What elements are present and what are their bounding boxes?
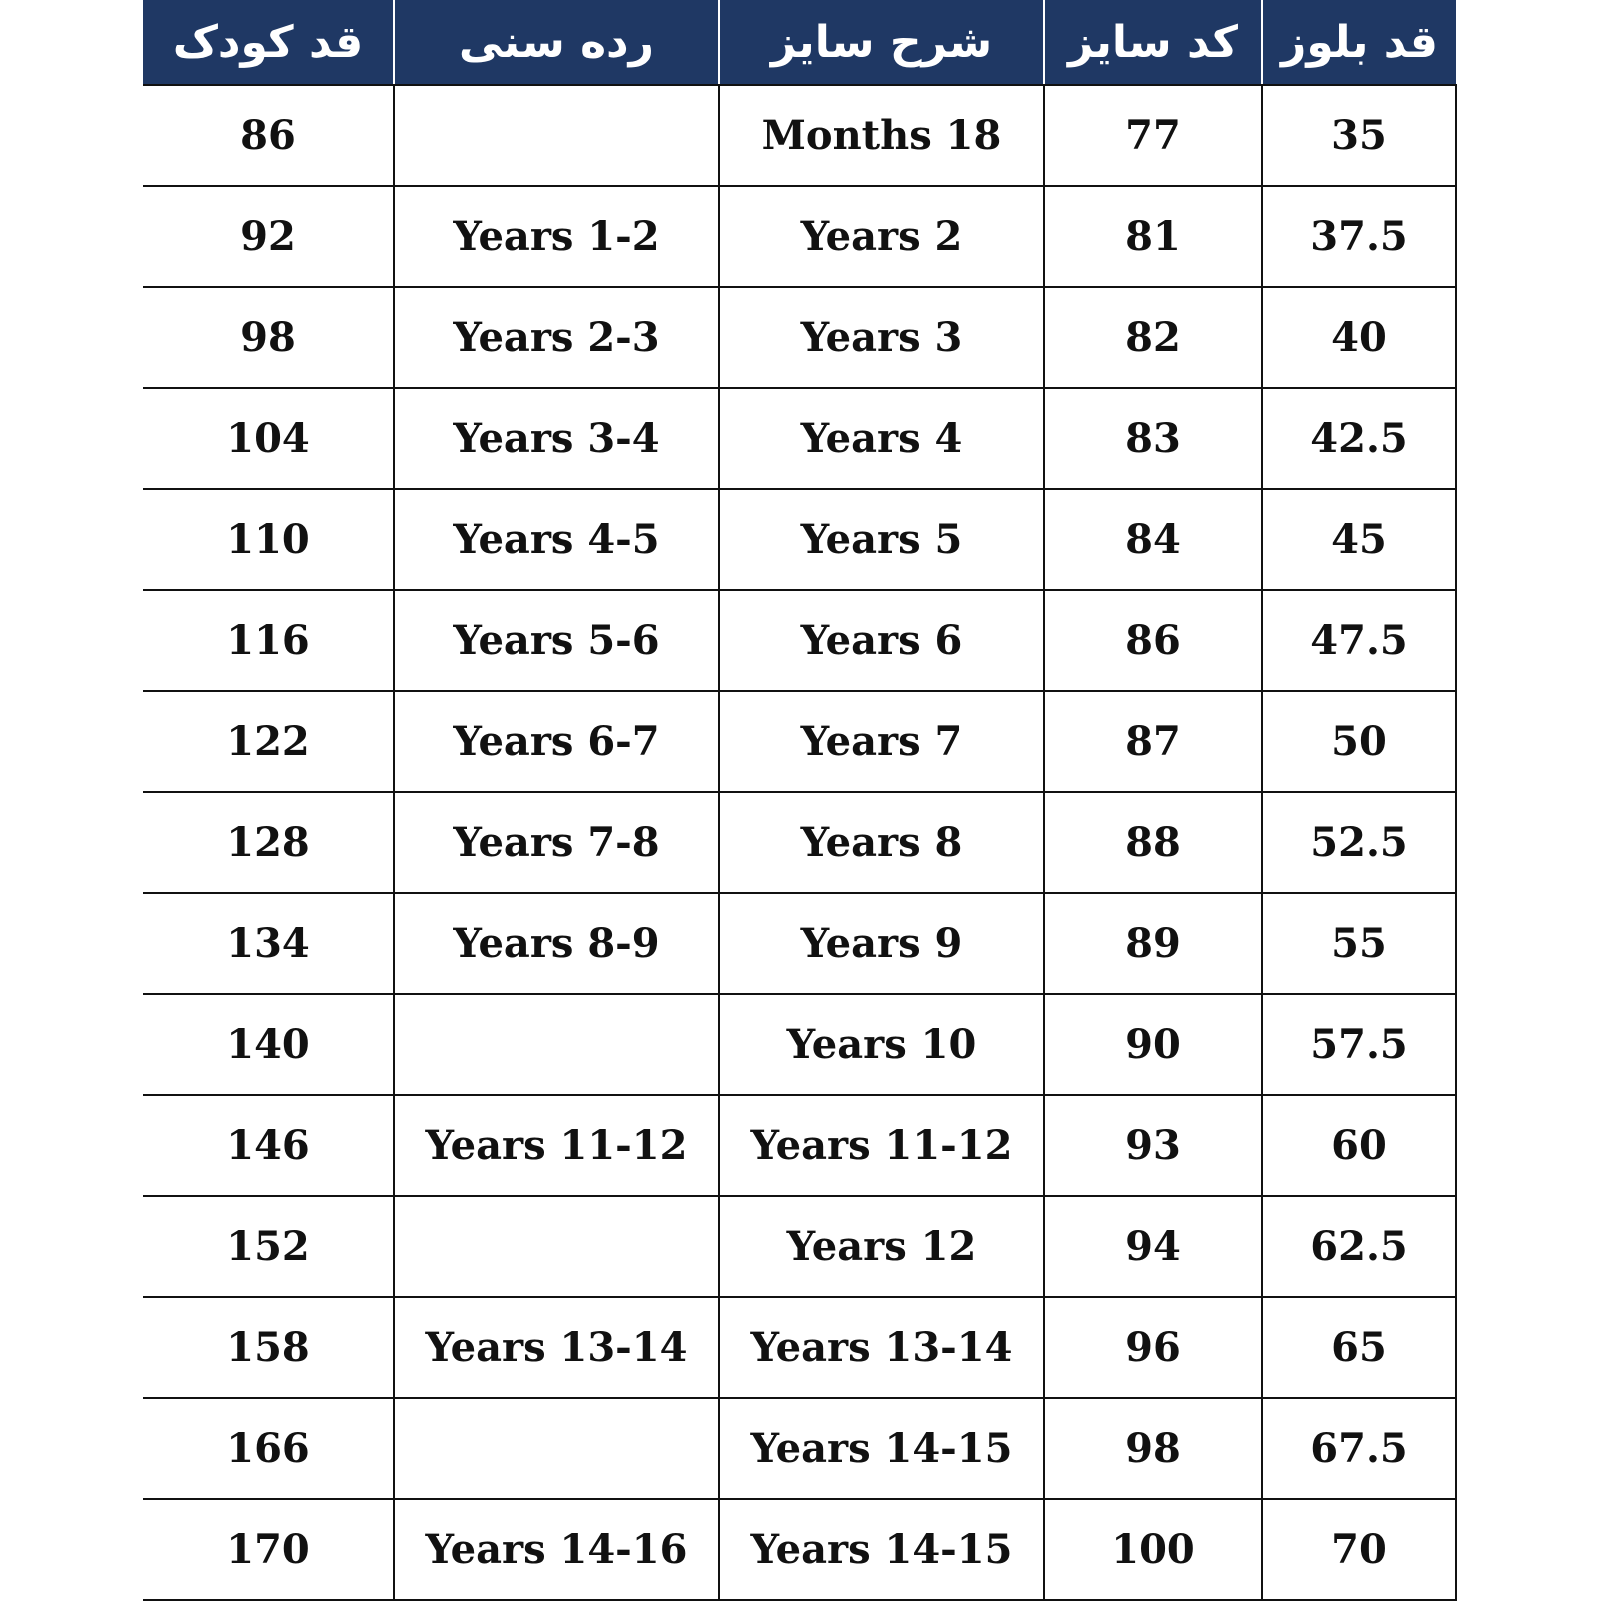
table-row	[143, 1499, 1456, 1600]
cell-size-description: Years 9	[719, 893, 1044, 994]
cell-age-range	[394, 85, 719, 186]
cell-size-description: Years 2	[719, 186, 1044, 287]
cell-age-range: Years 14-16	[394, 1499, 719, 1600]
cell-size-description: Years 11-12	[719, 1095, 1044, 1196]
cell-size-code: 94	[1044, 1196, 1262, 1297]
cell-size-description: Months 18	[719, 85, 1044, 186]
table-body	[143, 85, 1456, 1600]
cell-size-description: Years 7	[719, 691, 1044, 792]
header-age-range: رده سنی	[394, 0, 719, 85]
cell-blouse-length: 40	[1262, 287, 1456, 388]
header-row	[143, 0, 1456, 85]
cell-blouse-length: 70	[1262, 1499, 1456, 1600]
cell-age-range: Years 6-7	[394, 691, 719, 792]
cell-size-code: 90	[1044, 994, 1262, 1095]
cell-age-range	[394, 994, 719, 1095]
cell-size-description: Years 3	[719, 287, 1044, 388]
cell-child-height: 128	[143, 792, 394, 893]
cell-blouse-length: 35	[1262, 85, 1456, 186]
table-row	[143, 792, 1456, 893]
cell-age-range: Years 3-4	[394, 388, 719, 489]
header-blouse-length: قد بلوز	[1262, 0, 1456, 85]
table-row	[143, 1196, 1456, 1297]
cell-blouse-length: 65	[1262, 1297, 1456, 1398]
cell-size-code: 77	[1044, 85, 1262, 186]
cell-child-height: 166	[143, 1398, 394, 1499]
table-row	[143, 994, 1456, 1095]
table-row	[143, 1297, 1456, 1398]
table-header	[143, 0, 1456, 85]
table-row	[143, 1398, 1456, 1499]
cell-age-range: Years 7-8	[394, 792, 719, 893]
cell-child-height: 146	[143, 1095, 394, 1196]
cell-blouse-length: 50	[1262, 691, 1456, 792]
cell-blouse-length: 57.5	[1262, 994, 1456, 1095]
cell-blouse-length: 45	[1262, 489, 1456, 590]
cell-size-description: Years 10	[719, 994, 1044, 1095]
table-row	[143, 287, 1456, 388]
header-size-code: کد سایز	[1044, 0, 1262, 85]
cell-age-range	[394, 1398, 719, 1499]
cell-child-height: 104	[143, 388, 394, 489]
table-row	[143, 186, 1456, 287]
cell-child-height: 140	[143, 994, 394, 1095]
header-child-height: قد کودک	[143, 0, 394, 85]
cell-size-description: Years 6	[719, 590, 1044, 691]
cell-size-code: 100	[1044, 1499, 1262, 1600]
cell-size-description: Years 12	[719, 1196, 1044, 1297]
cell-blouse-length: 60	[1262, 1095, 1456, 1196]
cell-size-description: Years 14-15	[719, 1398, 1044, 1499]
cell-child-height: 98	[143, 287, 394, 388]
cell-size-code: 88	[1044, 792, 1262, 893]
cell-size-description: Years 5	[719, 489, 1044, 590]
table-row	[143, 691, 1456, 792]
cell-size-code: 84	[1044, 489, 1262, 590]
cell-child-height: 110	[143, 489, 394, 590]
cell-blouse-length: 37.5	[1262, 186, 1456, 287]
cell-age-range: Years 2-3	[394, 287, 719, 388]
cell-blouse-length: 42.5	[1262, 388, 1456, 489]
cell-age-range: Years 11-12	[394, 1095, 719, 1196]
cell-blouse-length: 67.5	[1262, 1398, 1456, 1499]
cell-age-range: Years 4-5	[394, 489, 719, 590]
cell-child-height: 134	[143, 893, 394, 994]
table-row	[143, 388, 1456, 489]
header-size-description: شرح سایز	[719, 0, 1044, 85]
cell-size-code: 86	[1044, 590, 1262, 691]
cell-size-code: 87	[1044, 691, 1262, 792]
cell-age-range	[394, 1196, 719, 1297]
cell-blouse-length: 47.5	[1262, 590, 1456, 691]
table-row	[143, 893, 1456, 994]
table-row	[143, 85, 1456, 186]
cell-child-height: 116	[143, 590, 394, 691]
cell-child-height: 122	[143, 691, 394, 792]
cell-child-height: 152	[143, 1196, 394, 1297]
cell-blouse-length: 55	[1262, 893, 1456, 994]
table-row	[143, 1095, 1456, 1196]
cell-size-code: 82	[1044, 287, 1262, 388]
cell-size-description: Years 8	[719, 792, 1044, 893]
table-row	[143, 489, 1456, 590]
cell-age-range: Years 13-14	[394, 1297, 719, 1398]
cell-age-range: Years 1-2	[394, 186, 719, 287]
cell-size-description: Years 4	[719, 388, 1044, 489]
cell-age-range: Years 5-6	[394, 590, 719, 691]
cell-size-description: Years 13-14	[719, 1297, 1044, 1398]
cell-age-range: Years 8-9	[394, 893, 719, 994]
cell-size-code: 93	[1044, 1095, 1262, 1196]
cell-size-description: Years 14-15	[719, 1499, 1044, 1600]
cell-size-code: 98	[1044, 1398, 1262, 1499]
cell-blouse-length: 52.5	[1262, 792, 1456, 893]
cell-size-code: 81	[1044, 186, 1262, 287]
cell-child-height: 86	[143, 85, 394, 186]
cell-child-height: 158	[143, 1297, 394, 1398]
cell-size-code: 96	[1044, 1297, 1262, 1398]
cell-size-code: 89	[1044, 893, 1262, 994]
cell-child-height: 170	[143, 1499, 394, 1600]
cell-blouse-length: 62.5	[1262, 1196, 1456, 1297]
size-chart-table	[143, 0, 1457, 1601]
cell-child-height: 92	[143, 186, 394, 287]
table-row	[143, 590, 1456, 691]
cell-size-code: 83	[1044, 388, 1262, 489]
